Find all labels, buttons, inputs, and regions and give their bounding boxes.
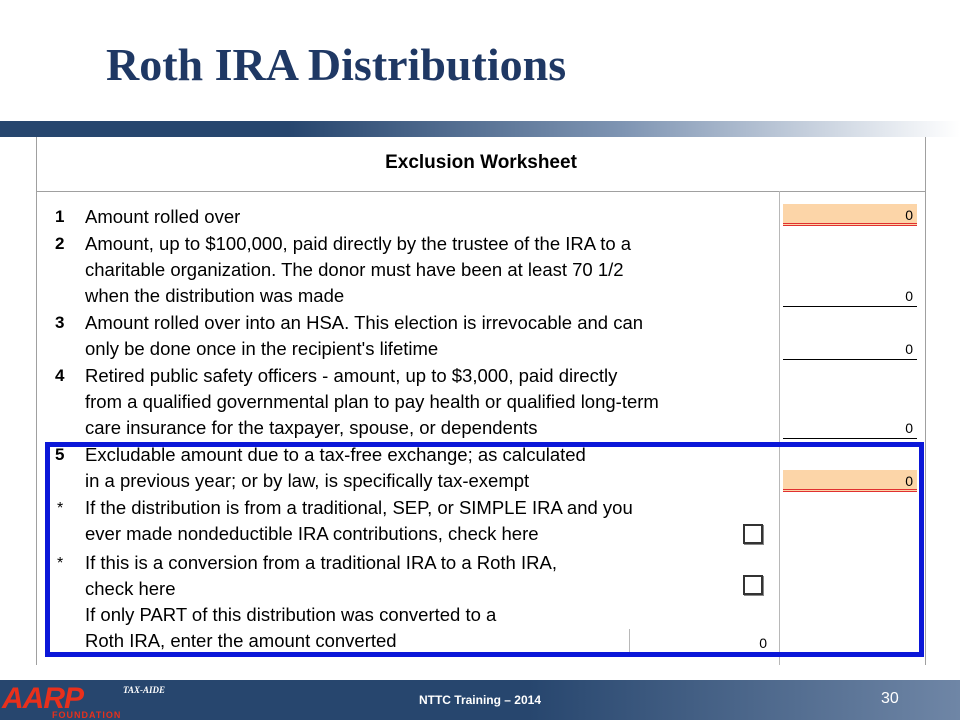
row-text: Amount, up to $100,000, paid directly by the trustee of the IRA to a <box>85 233 632 254</box>
asterisk-marker: * <box>57 555 64 572</box>
row-number: 1 <box>55 207 65 226</box>
asterisk-marker: * <box>57 500 64 517</box>
worksheet-header <box>37 137 925 192</box>
row-text: Excludable amount due to a tax-free exchange; as calculated <box>85 444 586 465</box>
row-text: care insurance for the taxpayer, spouse, or dependents <box>85 417 538 438</box>
amount-rolled-over-field[interactable]: 0 <box>783 204 917 226</box>
row-number: 2 <box>55 234 65 253</box>
worksheet-title: Exclusion Worksheet <box>385 152 577 173</box>
title-band <box>0 121 960 137</box>
row-number: 3 <box>55 313 65 332</box>
converted-amount-field[interactable]: 0 <box>637 633 771 653</box>
row-text: If the distribution is from a traditional, SEP, or SIMPLE IRA and you <box>85 497 633 518</box>
public-safety-amount-field[interactable]: 0 <box>783 417 917 439</box>
row-number: 4 <box>55 366 65 385</box>
row-number: 5 <box>55 445 65 464</box>
charitable-amount-field[interactable]: 0 <box>783 285 917 307</box>
aarp-logo: AARP <box>2 682 84 715</box>
row-text: when the distribution was made <box>85 285 345 306</box>
row-text: ever made nondeductible IRA contributions, check here <box>85 523 539 544</box>
row-text: charitable organization. The donor must have been at least 70 1/2 <box>85 259 624 280</box>
page-number: 30 <box>881 690 899 707</box>
row-text: only be done once in the recipient's lifetime <box>85 338 439 359</box>
row-text: Amount rolled over into an HSA. This election is irrevocable and can <box>85 312 644 333</box>
row-text: If only PART of this distribution was converted to a <box>85 604 497 625</box>
row-text: check here <box>85 578 176 599</box>
row-text: Roth IRA, enter the amount converted <box>85 630 397 651</box>
foundation-label: FOUNDATION <box>52 710 122 720</box>
highlight-box <box>45 442 924 657</box>
tax-aide-label: TAX-AIDE <box>123 685 166 695</box>
row-text: in a previous year; or by law, is specifically tax-exempt <box>85 470 530 491</box>
row-text: Amount rolled over <box>85 206 241 227</box>
footer-text: NTTC Training – 2014 <box>418 693 542 707</box>
slide-title: Roth IRA Distributions <box>106 39 567 90</box>
row-text: Retired public safety officers - amount, up to $3,000, paid directly <box>85 365 618 386</box>
row-text: If this is a conversion from a traditional IRA to a Roth IRA, <box>85 552 557 573</box>
row-text: from a qualified governmental plan to pay health or qualified long-term <box>85 391 659 412</box>
hsa-rollover-field[interactable]: 0 <box>783 338 917 360</box>
tax-free-exchange-field[interactable]: 0 <box>783 470 917 492</box>
